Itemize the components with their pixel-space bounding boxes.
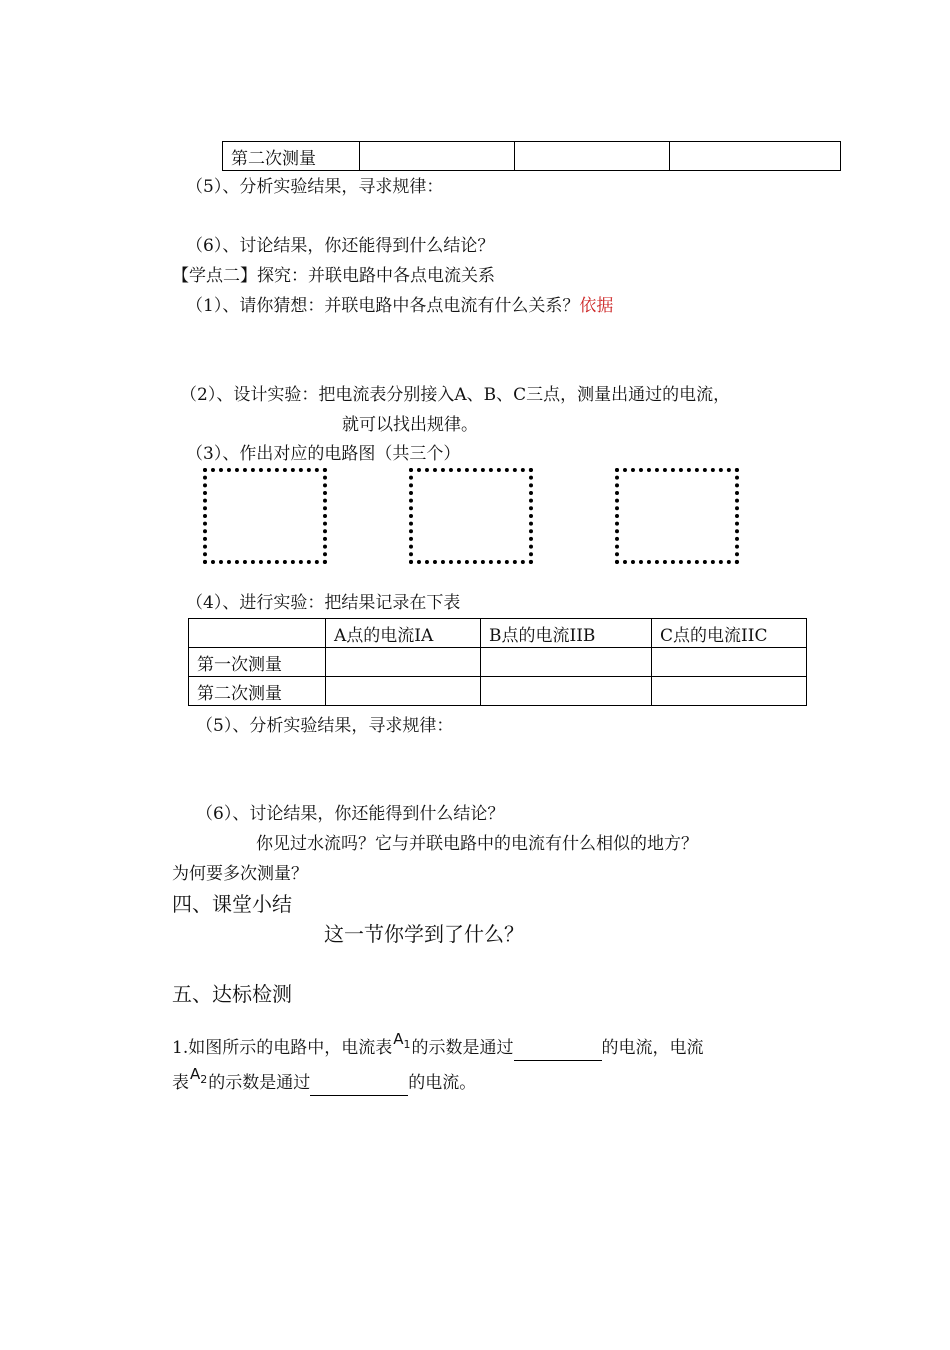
section5-q1-line1 <box>172 1030 704 1066</box>
section2-step1 <box>186 294 613 318</box>
table-cell[interactable] <box>326 677 481 706</box>
header-point-a: A点的电流IA <box>326 619 481 648</box>
section2-step6: （6）、讨论结果，你还能得到什么结论？ <box>196 804 505 824</box>
section2-step5: （5）、分析实验结果，寻求规律： <box>196 716 454 736</box>
section2-step3: （3）、作出对应的电路图（共三个） <box>186 444 461 464</box>
header-point-c: C点的电流IIC <box>652 619 807 648</box>
circuit-diagram-box-1[interactable] <box>203 468 327 564</box>
ammeter-a2-sub: 2 <box>200 1073 208 1086</box>
ammeter-a2-icon <box>190 1065 208 1086</box>
table-header-row <box>189 619 807 648</box>
row-label: 第二次测量 <box>223 142 360 171</box>
part1-step6: （6）、讨论结果，你还能得到什么结论？ <box>186 236 495 256</box>
section4-prompt: 这一节你学到了什么？ <box>324 922 524 946</box>
section5-heading: 五、达标检测 <box>172 982 292 1006</box>
section2-step2-line2: 就可以找出规律。 <box>342 415 478 435</box>
table-cell[interactable] <box>481 648 652 677</box>
table-cell[interactable] <box>670 142 841 171</box>
circuit-diagram-box-2[interactable] <box>409 468 533 564</box>
table-cell[interactable] <box>515 142 670 171</box>
header-empty <box>189 619 326 648</box>
step1-text: （1）、请你猜想：并联电路中各点电流有什么关系？ <box>186 296 580 316</box>
table-row <box>189 648 807 677</box>
q1-text-e: 的示数是通过 <box>208 1073 311 1093</box>
ammeter-a1-icon <box>393 1030 411 1051</box>
section2-heading: 【学点二】探究：并联电路中各点电流关系 <box>172 266 495 286</box>
q1-text-d: 表 <box>172 1073 189 1093</box>
q1-text-a: 1.如图所示的电路中，电流表 <box>172 1038 393 1058</box>
answer-blank-2[interactable] <box>310 1071 408 1096</box>
part1-step5: （5）、分析实验结果，寻求规律： <box>186 177 444 197</box>
table-row <box>189 677 807 706</box>
section2-step4: （4）、进行实验：把结果记录在下表 <box>186 593 461 613</box>
table-cell[interactable] <box>360 142 515 171</box>
table-cell[interactable] <box>326 648 481 677</box>
section2-step2-line1: （2）、设计实验：把电流表分别接入A、B、C三点，测量出通过的电流， <box>180 385 731 405</box>
section2-question1: 你见过水流吗？它与并联电路中的电流有什么相似的地方？ <box>256 834 698 854</box>
answer-blank-1[interactable] <box>514 1036 602 1061</box>
section5-q1-line2 <box>172 1065 477 1101</box>
table-row <box>223 142 841 171</box>
row-label: 第一次测量 <box>189 648 326 677</box>
table-cell[interactable] <box>652 677 807 706</box>
q1-text-f: 的电流。 <box>408 1073 477 1093</box>
section4-heading: 四、课堂小结 <box>172 892 292 916</box>
parallel-results-table <box>188 618 807 706</box>
circuit-diagram-box-3[interactable] <box>615 468 739 564</box>
section2-question2: 为何要多次测量？ <box>172 864 308 884</box>
ammeter-a1-letter: A <box>393 1030 404 1048</box>
table-cell[interactable] <box>652 648 807 677</box>
q1-text-c: 的电流，电流 <box>601 1038 704 1058</box>
step1-red-note: 依据 <box>579 296 614 316</box>
ammeter-a2-letter: A <box>190 1065 201 1083</box>
ammeter-a1-sub: 1 <box>403 1038 411 1051</box>
row-label: 第二次测量 <box>189 677 326 706</box>
q1-text-b: 的示数是通过 <box>411 1038 514 1058</box>
table-cell[interactable] <box>481 677 652 706</box>
header-point-b: B点的电流IIB <box>481 619 652 648</box>
top-results-table <box>222 141 841 171</box>
